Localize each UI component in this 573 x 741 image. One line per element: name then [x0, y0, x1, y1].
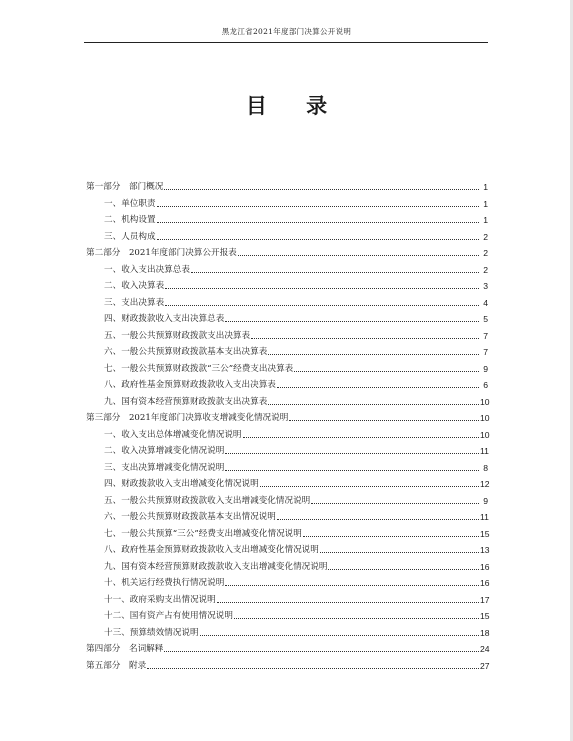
toc-page-number: 10 — [480, 396, 490, 407]
toc-entry-label: 十三、预算绩效情况说明 — [104, 627, 199, 638]
toc-dot-leader — [328, 569, 479, 570]
toc-page-number: 2 — [483, 264, 488, 275]
toc-dot-leader — [260, 486, 479, 487]
page-title: 目 录 — [245, 93, 344, 118]
toc-entry-label: 六、一般公共预算财政拨款基本支出情况说明 — [104, 512, 276, 522]
toc-dot-leader — [225, 321, 479, 322]
toc-entry-label: 第一部分 部门概况 — [86, 182, 164, 192]
toc-dot-leader — [157, 239, 479, 240]
toc-dot-leader — [268, 404, 479, 405]
toc-page-number: 17 — [480, 594, 490, 605]
toc-section-entry[interactable] — [86, 259, 488, 276]
toc-page-number: 11 — [480, 446, 489, 456]
toc-page-number: 10 — [480, 429, 490, 440]
toc-section-entry[interactable] — [86, 606, 488, 623]
toc-dot-leader — [217, 602, 479, 603]
toc-part-entry[interactable] — [86, 408, 488, 425]
toc-entry-label: 十、机关运行经费执行情况说明 — [104, 578, 225, 588]
toc-page-number: 5 — [483, 314, 488, 324]
toc-page-number: 2 — [483, 248, 488, 258]
toc-section-entry[interactable] — [86, 441, 488, 458]
toc-part-entry[interactable] — [86, 655, 488, 672]
toc-page-number: 3 — [483, 281, 488, 291]
toc-entry-label: 第二部分 2021年度部门决算公开报表 — [86, 248, 237, 258]
toc-entry-label: 一、单位职责 — [104, 198, 156, 209]
toc-page-number: 16 — [480, 561, 490, 572]
toc-page-number: 1 — [483, 215, 488, 225]
toc-entry-label: 九、国有资本经营预算财政拨款收入支出增减变化情况说明 — [104, 561, 328, 572]
toc-entry-label: 七、一般公共预算财政拨款“三公”经费支出决算表 — [104, 363, 294, 374]
toc-page-number: 7 — [483, 330, 488, 341]
toc-page-number: 4 — [483, 297, 488, 308]
toc-page-number: 18 — [480, 627, 490, 638]
toc-entry-label: 二、收入决算表 — [104, 281, 165, 291]
toc-entry-label: 十一、政府采购支出情况说明 — [104, 594, 216, 605]
toc-page-number: 15 — [480, 611, 490, 621]
toc-page-number: 1 — [483, 182, 488, 192]
toc-entry-label: 五、一般公共预算财政拨款收入支出增减变化情况说明 — [104, 495, 311, 506]
toc-dot-leader — [311, 503, 479, 504]
toc-page-number: 27 — [480, 660, 490, 671]
toc-page-number: 11 — [480, 512, 489, 522]
toc-section-entry[interactable] — [86, 309, 488, 326]
toc-dot-leader — [200, 635, 479, 636]
toc-entry-label: 八、政府性基金预算财政拨款收入支出增减变化情况说明 — [104, 545, 319, 555]
toc-section-entry[interactable] — [86, 540, 488, 557]
toc-section-entry[interactable] — [86, 325, 488, 342]
toc-dot-leader — [191, 272, 479, 273]
toc-dot-leader — [147, 668, 479, 669]
toc-dot-leader — [165, 305, 479, 306]
toc-entry-label: 一、收入支出决算总表 — [104, 264, 190, 275]
toc-entry-label: 七、一般公共预算“三公”经费支出增减变化情况说明 — [104, 528, 302, 539]
toc-entry-label: 五、一般公共预算财政拨款支出决算表 — [104, 330, 251, 341]
toc-page-number: 9 — [483, 495, 488, 506]
toc-dot-leader — [238, 255, 479, 256]
toc-dot-leader — [157, 206, 479, 207]
toc-section-entry[interactable] — [86, 490, 488, 507]
toc-entry-label: 一、收入支出总体增减变化情况说明 — [104, 429, 242, 440]
toc-section-entry[interactable] — [86, 193, 488, 210]
toc-dot-leader — [225, 453, 479, 454]
toc-entry-label: 第五部分 附录 — [86, 660, 147, 671]
toc-page-number: 15 — [480, 528, 490, 539]
toc-entry-label: 十二、国有资产占有使用情况说明 — [104, 611, 233, 621]
toc-dot-leader — [225, 585, 479, 586]
toc-section-entry[interactable] — [86, 342, 488, 359]
toc-part-entry[interactable] — [86, 177, 488, 194]
toc-page-number: 24 — [480, 644, 490, 654]
toc-entry-label: 二、机构设置 — [104, 215, 156, 225]
toc-section-entry[interactable] — [86, 589, 488, 606]
toc-entry-label: 第四部分 名词解释 — [86, 644, 164, 654]
toc-page-number: 12 — [480, 479, 490, 489]
running-header: 黑龙江省2021年度部门决算公开说明 — [221, 27, 352, 36]
toc-entry-label: 三、支出决算表 — [104, 297, 165, 308]
toc-page-number: 13 — [480, 545, 490, 555]
toc-page-number: 9 — [483, 363, 488, 374]
toc-page-number: 8 — [483, 462, 488, 473]
toc-dot-leader — [277, 387, 479, 388]
toc-dot-leader — [165, 288, 479, 289]
table-of-contents — [86, 177, 488, 672]
toc-page-number: 2 — [483, 231, 488, 242]
toc-section-entry[interactable] — [86, 573, 488, 590]
toc-entry-label: 三、支出决算增减变化情况说明 — [104, 462, 225, 473]
toc-section-entry[interactable] — [86, 474, 488, 491]
toc-dot-leader — [225, 470, 479, 471]
toc-section-entry[interactable] — [86, 457, 488, 474]
toc-dot-leader — [303, 536, 479, 537]
toc-entry-label: 二、收入决算增减变化情况说明 — [104, 446, 225, 456]
toc-section-entry[interactable] — [86, 424, 488, 441]
toc-section-entry[interactable] — [86, 292, 488, 309]
toc-entry-label: 九、国有资本经营预算财政拨款支出决算表 — [104, 396, 268, 407]
toc-section-entry[interactable] — [86, 556, 488, 573]
toc-part-entry[interactable] — [86, 243, 488, 260]
toc-dot-leader — [277, 519, 479, 520]
toc-dot-leader — [243, 437, 479, 438]
toc-section-entry[interactable] — [86, 210, 488, 227]
toc-dot-leader — [251, 338, 479, 339]
toc-dot-leader — [157, 222, 479, 223]
toc-entry-label: 第三部分 2021年度部门决算收支增减变化情况说明 — [86, 413, 289, 423]
toc-section-entry[interactable] — [86, 622, 488, 639]
toc-section-entry[interactable] — [86, 358, 488, 375]
toc-page-number: 16 — [480, 578, 490, 588]
toc-section-entry[interactable] — [86, 523, 488, 540]
toc-dot-leader — [268, 354, 479, 355]
header-rule — [84, 42, 488, 43]
toc-dot-leader — [320, 552, 479, 553]
toc-section-entry[interactable] — [86, 276, 488, 293]
toc-page-number: 10 — [480, 413, 490, 423]
toc-dot-leader — [289, 420, 479, 421]
toc-section-entry[interactable] — [86, 375, 488, 392]
toc-dot-leader — [234, 618, 479, 619]
toc-part-entry[interactable] — [86, 639, 488, 656]
toc-section-entry[interactable] — [86, 507, 488, 524]
toc-page-number: 6 — [483, 380, 488, 390]
toc-dot-leader — [294, 371, 479, 372]
toc-entry-label: 八、政府性基金预算财政拨款收入支出决算表 — [104, 380, 276, 390]
toc-dot-leader — [164, 189, 479, 190]
toc-entry-label: 四、财政拨款收入支出增减变化情况说明 — [104, 479, 259, 489]
toc-dot-leader — [164, 651, 479, 652]
toc-page-number: 7 — [483, 347, 488, 357]
toc-entry-label: 六、一般公共预算财政拨款基本支出决算表 — [104, 347, 268, 357]
toc-entry-label: 三、人员构成 — [104, 231, 156, 242]
toc-section-entry[interactable] — [86, 226, 488, 243]
toc-entry-label: 四、财政拨款收入支出决算总表 — [104, 314, 225, 324]
toc-section-entry[interactable] — [86, 391, 488, 408]
toc-page-number: 1 — [483, 198, 488, 209]
